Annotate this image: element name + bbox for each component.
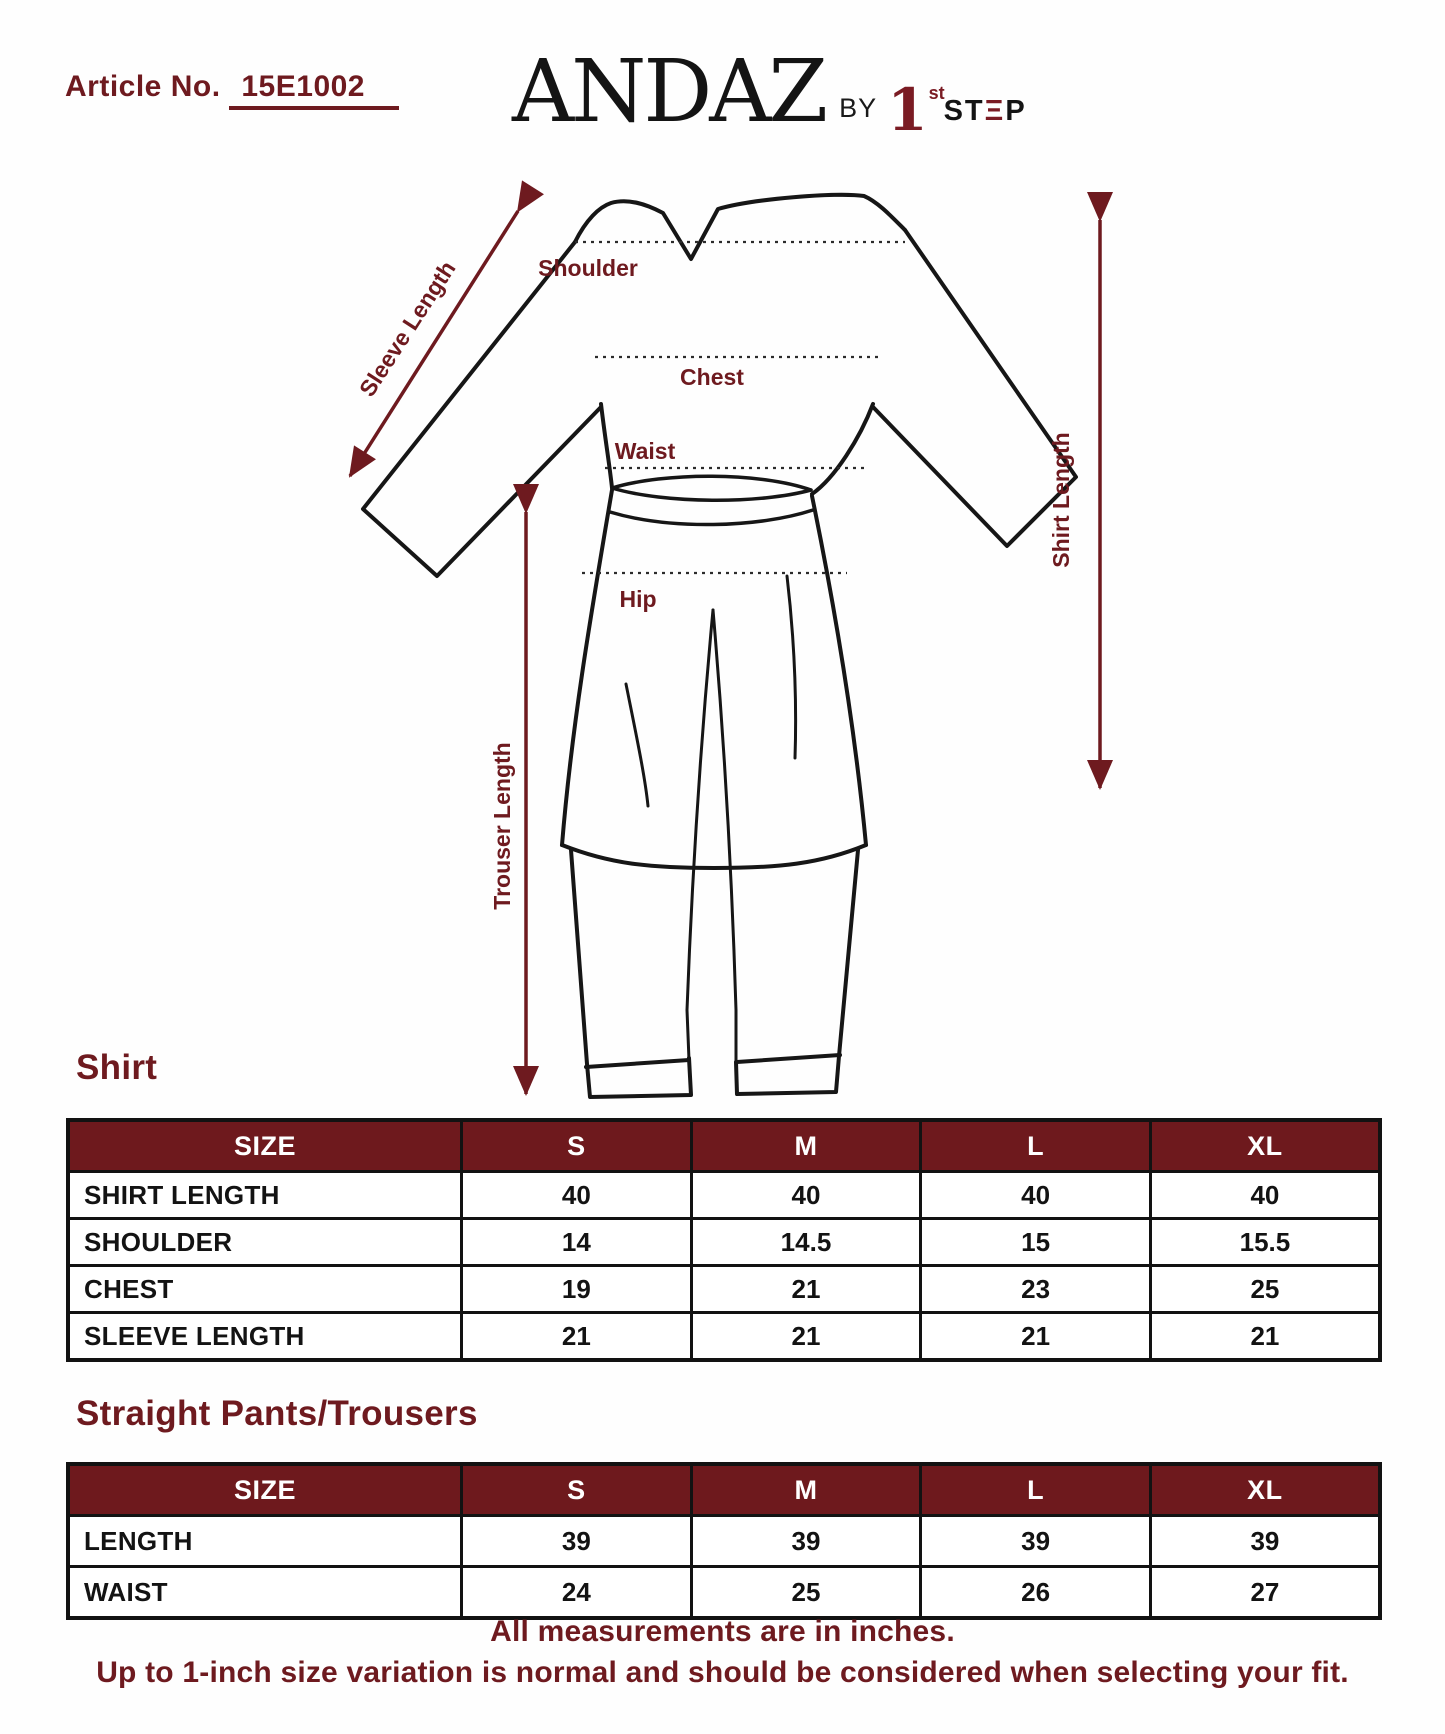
value-cell: 25: [691, 1567, 921, 1619]
header-cell-l: L: [921, 1464, 1151, 1516]
value-cell: 26: [921, 1567, 1151, 1619]
value-cell: 40: [1150, 1172, 1380, 1219]
header-cell-size: SIZE: [68, 1464, 462, 1516]
brand-name: ANDAZ: [512, 42, 826, 142]
logo-step: [944, 95, 1027, 128]
header-cell-m: M: [691, 1120, 921, 1172]
value-cell: 39: [462, 1516, 692, 1567]
shirt-length-label: Shirt Length: [1048, 432, 1074, 568]
value-cell: 39: [921, 1516, 1151, 1567]
header-cell-xl: XL: [1150, 1120, 1380, 1172]
table-row: [68, 1172, 1380, 1219]
article-value: 15E1002: [229, 70, 399, 110]
waist-label: Waist: [614, 438, 676, 464]
value-cell: 19: [462, 1266, 692, 1313]
value-cell: 40: [691, 1172, 921, 1219]
value-cell: 40: [921, 1172, 1151, 1219]
value-cell: 21: [691, 1266, 921, 1313]
logo-one: 1: [887, 76, 928, 145]
table-row: [68, 1313, 1380, 1361]
logo-step-st: ST: [943, 94, 985, 127]
value-cell: 40: [462, 1172, 692, 1219]
row-label-cell: SHOULDER: [68, 1219, 462, 1266]
value-cell: 24: [462, 1567, 692, 1619]
measurement-note: [0, 1612, 1445, 1693]
logo-by-text: BY: [839, 92, 878, 123]
table-row: [68, 1567, 1380, 1619]
garment-outline: [363, 195, 1076, 1097]
row-label-cell: SHIRT LENGTH: [68, 1172, 462, 1219]
logo-step-p: P: [1005, 94, 1027, 127]
table-header-row: [68, 1464, 1380, 1516]
brand-logo: [512, 42, 1027, 145]
shoulder-label: Shoulder: [538, 255, 638, 281]
row-label-cell: LENGTH: [68, 1516, 462, 1567]
logo-one-superscript: st: [928, 82, 945, 103]
header-cell-s: S: [462, 1120, 692, 1172]
logo-step-e-bars: Ξ: [984, 94, 1006, 127]
header-cell-m: M: [691, 1464, 921, 1516]
table-row: [68, 1219, 1380, 1266]
table-header-row: [68, 1120, 1380, 1172]
table-row: [68, 1516, 1380, 1567]
header-cell-size: SIZE: [68, 1120, 462, 1172]
value-cell: 39: [691, 1516, 921, 1567]
trousers-section-title: Straight Pants/Trousers: [76, 1394, 478, 1433]
value-cell: 25: [1150, 1266, 1380, 1313]
trouser-length-label: Trouser Length: [489, 742, 515, 910]
value-cell: 23: [921, 1266, 1151, 1313]
value-cell: 15.5: [1150, 1219, 1380, 1266]
note-line-2: Up to 1-inch size variation is normal and should be considered when selecting your fit.: [96, 1655, 1349, 1689]
header-cell-s: S: [462, 1464, 692, 1516]
shirt-size-table: [66, 1118, 1382, 1362]
header-cell-l: L: [921, 1120, 1151, 1172]
table-row: [68, 1266, 1380, 1313]
garment-measurement-diagram: [320, 178, 1120, 1108]
header-cell-xl: XL: [1150, 1464, 1380, 1516]
trousers-size-table: [66, 1462, 1382, 1620]
value-cell: 15: [921, 1219, 1151, 1266]
value-cell: 14: [462, 1219, 692, 1266]
measurement-arrows: [350, 211, 1100, 1094]
value-cell: 21: [1150, 1313, 1380, 1361]
article-number: [65, 70, 399, 104]
chest-label: Chest: [680, 364, 744, 390]
kurta-trouser-sketch: [320, 178, 1120, 1108]
value-cell: 14.5: [691, 1219, 921, 1266]
sleeve-length-label: Sleeve Length: [353, 256, 461, 402]
hip-label: Hip: [619, 586, 657, 612]
value-cell: 27: [1150, 1567, 1380, 1619]
value-cell: 21: [691, 1313, 921, 1361]
value-cell: 21: [921, 1313, 1151, 1361]
row-label-cell: WAIST: [68, 1567, 462, 1619]
value-cell: 21: [462, 1313, 692, 1361]
shirt-section-title: Shirt: [76, 1048, 158, 1087]
row-label-cell: CHEST: [68, 1266, 462, 1313]
article-label: Article No.: [65, 70, 221, 103]
value-cell: 39: [1150, 1516, 1380, 1567]
note-line-1: All measurements are in inches.: [490, 1615, 955, 1648]
row-label-cell: SLEEVE LENGTH: [68, 1313, 462, 1361]
